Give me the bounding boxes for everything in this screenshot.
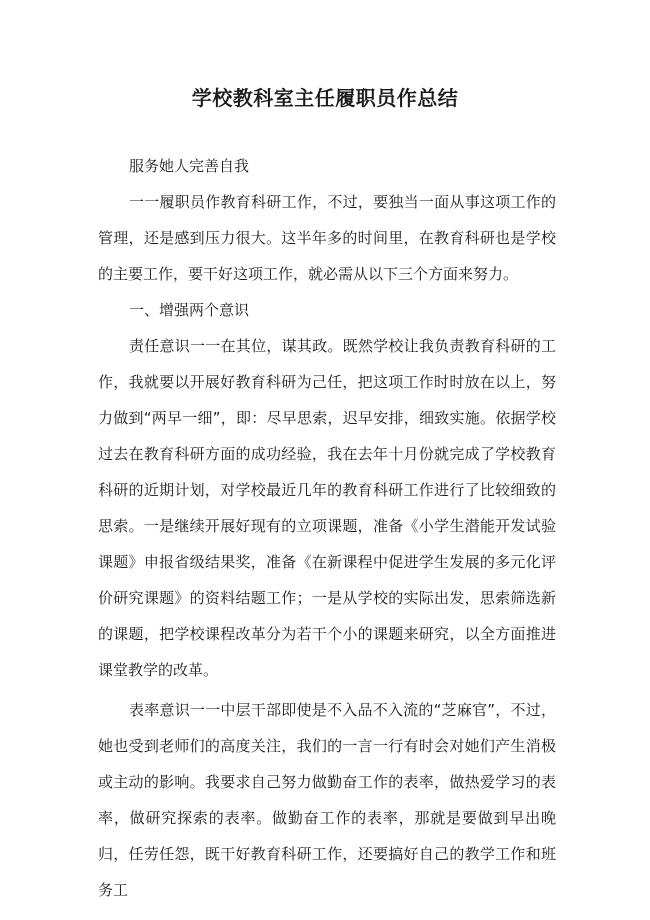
- paragraph-section-heading: 一、增强两个意识: [129, 301, 250, 319]
- paragraph-responsibility: 责任意识一一在其位，谋其政。既然学校让我负责教育科研的工作，我就要以开展好教育科研为己任，把这项工作时时放在以上，努力做到“两早一细”，即：尽早思索，迟早安排，细致实施。依据学校过去在教育科研方面的成功经验，我在去年十月份就完成了学校教育科研的近期计划，对学校最近几年的教育科研工作进行了比较细致的思索。一是继续开展好现有的立项课题，准备《小学生潜能开发试验课题》申报省级结果奖，准备《在新课程中促进学生发展的多元化评价研究课题》的资料结题工作；一是从学校的实际出发，思索筛选新的课题，把学校课程改革分为若干个小的课题来研究，以全方面推进课堂教学的改革。: [98, 337, 556, 679]
- paragraph-example: 表率意识一一中层干部即使是不入品不入流的“芝麻官”，不过，她也受到老师们的高度关注，我们的一言一行有时会对她们产生消极或主动的影响。我要求自己努力做勤奋工作的表率，做热爱学习的表率，做研究探索的表率。做勤奋工作的表率，那就是要做到早出晚归，任劳任怨，既干好教育科研工作，还要搞好自己的教学工作和班务工: [98, 701, 556, 899]
- document-body: [98, 148, 556, 908]
- paragraph-subtitle: 服务她人完善自我: [129, 157, 250, 175]
- paragraph-intro: 一一履职员作教育科研工作，不过，要独当一面从事这项工作的管理，还是感到压力很大。这半年多的时间里，在教育科研也是学校的主要工作，要干好这项工作，就必需从以下三个方面来努力。: [98, 193, 556, 283]
- document-title: 学校教科室主任履职员作总结: [191, 86, 459, 110]
